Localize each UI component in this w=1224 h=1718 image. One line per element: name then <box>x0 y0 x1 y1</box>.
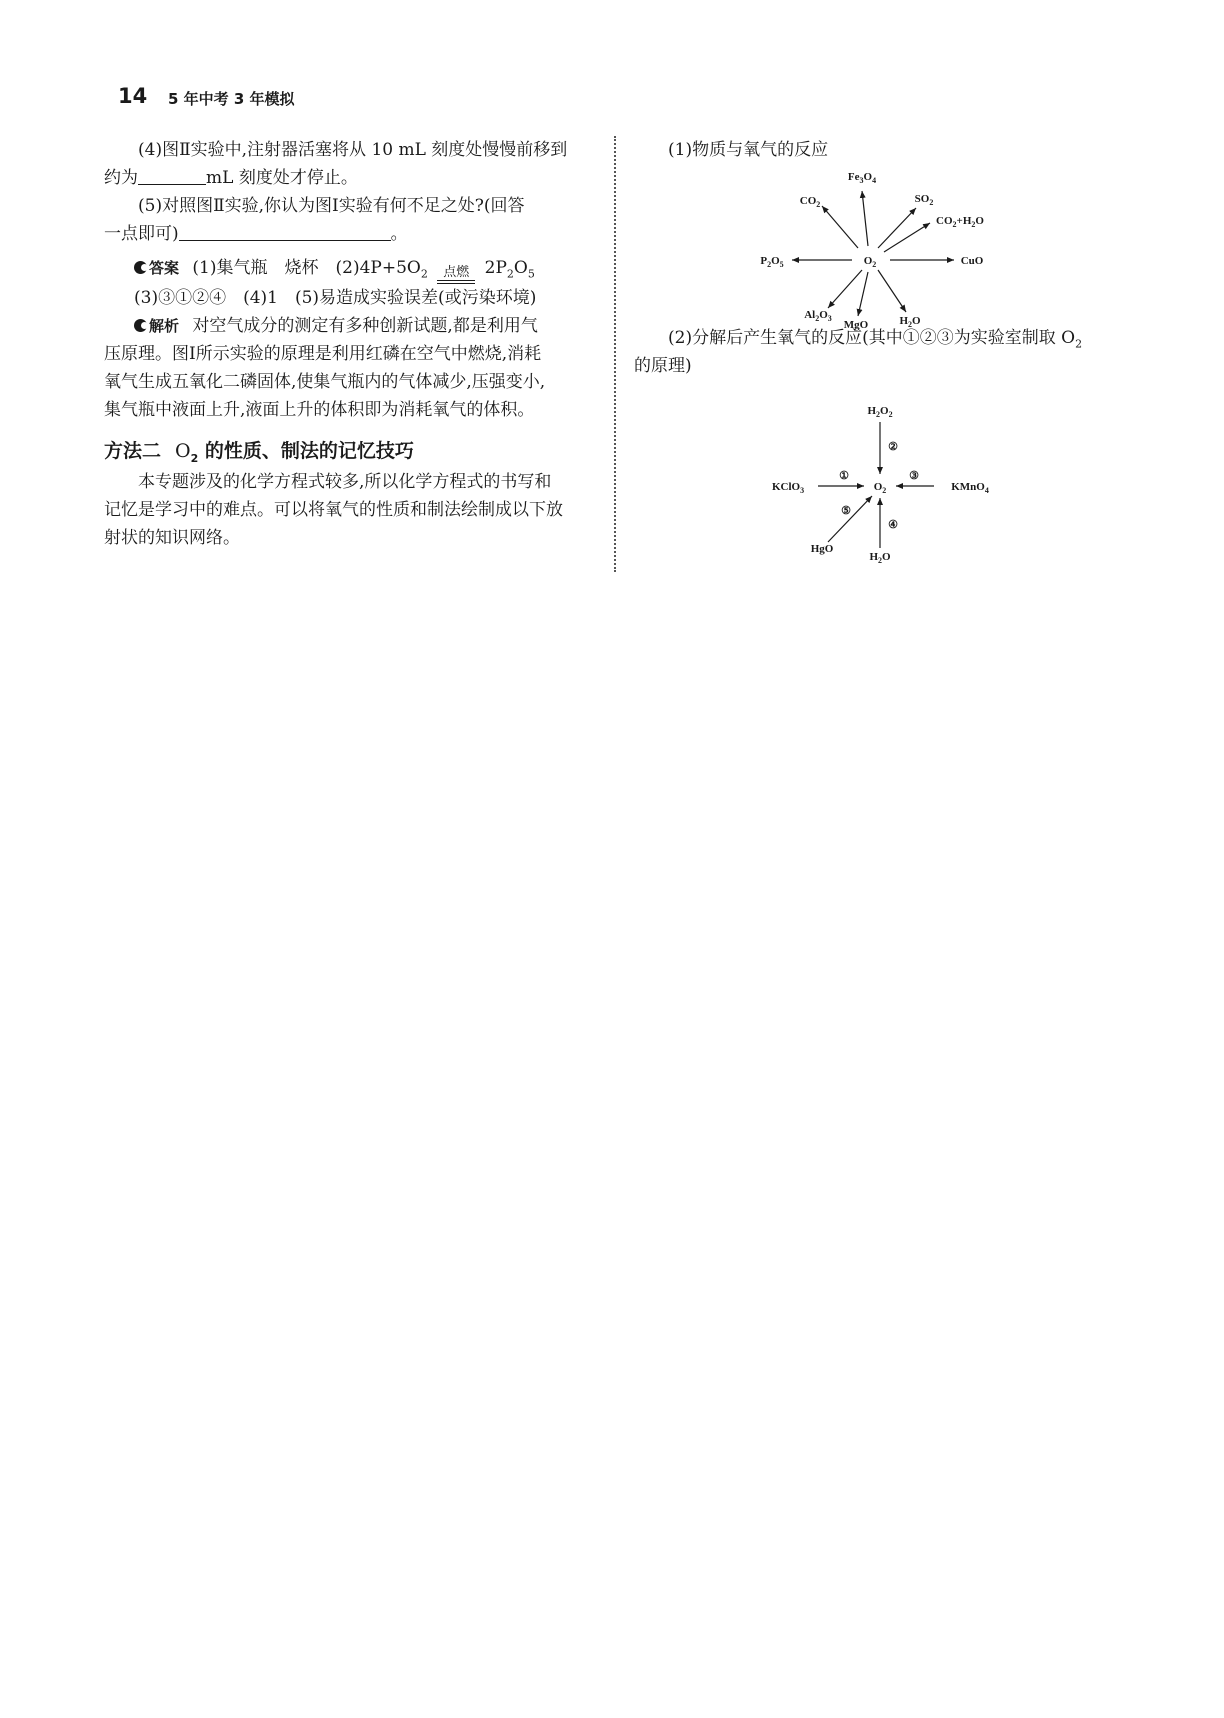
reactant-kmno4: KMnO4 <box>951 481 989 495</box>
book-title: 5 年中考 3 年模拟 <box>168 90 295 108</box>
analysis-marker-icon <box>134 319 147 332</box>
answer-line-1: 答案 (1)集气瓶 烧杯 $(2)4P+5O_2$ 点燃 $2P_2O_5$ <box>104 254 598 284</box>
product-fe3o4: Fe3O4 <box>847 171 877 185</box>
product-co2: CO2 <box>799 195 821 209</box>
column-divider <box>614 136 616 572</box>
answer-blank-5[interactable] <box>179 222 391 241</box>
product-so2: SO2 <box>914 193 934 207</box>
product-p2o5: P2O5 <box>760 255 784 269</box>
body-line-2: 记忆是学习中的难点。可以将氧气的性质和制法绘制成以下放 <box>104 500 563 520</box>
method-heading: 方法二 $O_2$ 的性质、制法的记忆技巧 <box>104 440 414 465</box>
reactant-kclo3: KClO3 <box>771 481 805 495</box>
step-label-h2o2: ② <box>888 441 898 453</box>
oxygen-reactions-diagram <box>730 166 1020 338</box>
reactant-hgo: HgO <box>810 543 834 555</box>
product-mgo: MgO <box>843 319 869 331</box>
question-5-line-2: 一点即可) 。 <box>104 224 408 244</box>
body-line-1: 本专题涉及的化学方程式较多,所以化学方程式的书写和 <box>138 472 552 492</box>
arrow-to-h2o <box>878 270 906 312</box>
arrow-to-co2-h2o <box>884 223 930 252</box>
reaction-condition: 点燃 <box>437 266 475 284</box>
double-bar-icon <box>437 280 475 284</box>
product-al2o3: Al2O3 <box>804 309 832 323</box>
section-2-title-line-1: (2)分解后产生氧气的反应(其中①②③为实验室制取 $O_2$ <box>668 328 1083 351</box>
step-label-hgo: ⑤ <box>841 505 851 517</box>
question-5-line-1: (5)对照图Ⅱ实验,你认为图Ⅰ实验有何不足之处?(回答 <box>138 196 525 216</box>
arrow-to-al2o3 <box>828 270 862 308</box>
analysis-line-1: 解析 对空气成分的测定有多种创新试题,都是利用气 <box>104 312 598 340</box>
analysis-label: 解析 <box>134 317 179 335</box>
body-line-3: 射状的知识网络。 <box>104 528 240 548</box>
reactant-h2o: H2O <box>869 551 891 565</box>
arrow-to-mgo <box>858 272 868 316</box>
answer-line-2: (3)③①②④ (4)1 (5)易造成实验误差(或污染环境) <box>134 288 537 308</box>
step-label-kclo3: ① <box>839 470 849 482</box>
left-column <box>104 136 598 552</box>
step-label-h2o: ④ <box>888 519 898 531</box>
question-4-line-1: (4)图Ⅱ实验中,注射器活塞将从 10 mL 刻度处慢慢前移到 <box>138 140 568 160</box>
answer-blank-4[interactable] <box>138 166 206 185</box>
arrow-from-hgo <box>828 496 872 542</box>
center-o2: O2 <box>873 481 887 495</box>
answer-label: 答案 <box>134 259 179 277</box>
arrow-to-so2 <box>878 208 916 248</box>
page-number: 14 <box>118 84 148 108</box>
analysis-line-4: 集气瓶中液面上升,液面上升的体积即为消耗氧气的体积。 <box>104 400 535 420</box>
step-label-kmno4: ③ <box>909 470 919 482</box>
product-co2-h2o: CO2+H2O <box>936 215 984 229</box>
oxygen-production-diagram <box>760 396 1000 574</box>
section-1-title: (1)物质与氧气的反应 <box>668 140 829 160</box>
arrow-to-co2 <box>822 206 858 248</box>
reactant-h2o2: H2O2 <box>867 405 893 419</box>
section-2-title-line-2: 的原理) <box>634 356 692 376</box>
product-cuo: CuO <box>960 255 984 267</box>
analysis-line-3: 氧气生成五氧化二磷固体,使集气瓶内的气体减少,压强变小, <box>104 372 546 392</box>
center-o2: O2 <box>863 255 877 269</box>
analysis-line-2: 压原理。图Ⅰ所示实验的原理是利用红磷在空气中燃烧,消耗 <box>104 344 542 364</box>
question-4-line-2: 约为 mL 刻度处才停止。 <box>104 168 358 188</box>
answer-marker-icon <box>134 261 147 274</box>
arrow-to-fe3o4 <box>862 191 868 246</box>
product-h2o: H2O <box>899 315 921 329</box>
